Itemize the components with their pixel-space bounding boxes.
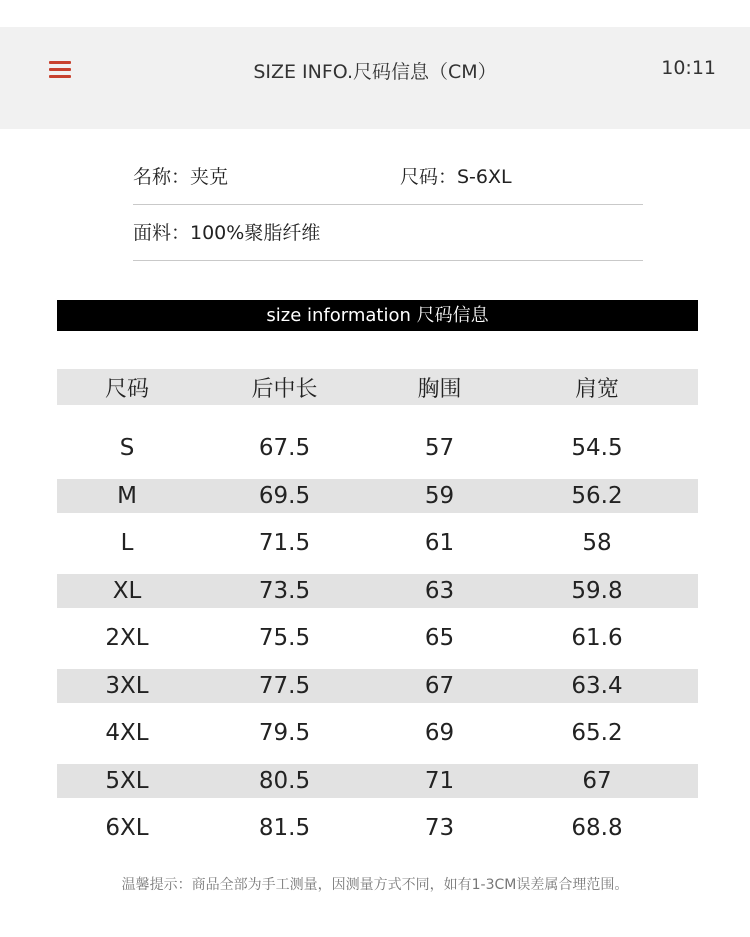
table-row — [57, 669, 698, 703]
size-cell: XL — [112, 578, 142, 604]
chest-cell: 57 — [424, 435, 455, 461]
table-row — [57, 621, 698, 655]
size-table — [57, 369, 698, 841]
table-row — [57, 574, 698, 608]
divider — [133, 260, 643, 261]
length-cell: 67.5 — [258, 435, 311, 461]
page-title: SIZE INFO.尺码信息（CM） — [253, 61, 497, 83]
product-name: 名称：夹克 — [133, 166, 229, 188]
length-cell: 69.5 — [258, 483, 311, 509]
chest-cell: 67 — [424, 673, 455, 699]
chest-cell: 71 — [424, 768, 455, 794]
column-header: 后中长 — [251, 376, 318, 402]
table-row — [57, 431, 698, 465]
clock-time: 10:11 — [661, 57, 716, 79]
shoulder-cell: 56.2 — [571, 483, 623, 509]
table-row — [57, 526, 698, 560]
divider — [133, 204, 643, 205]
shoulder-cell: 61.6 — [571, 625, 623, 651]
size-cell: 3XL — [105, 673, 149, 699]
length-cell: 79.5 — [258, 720, 311, 746]
chest-cell: 69 — [424, 720, 455, 746]
column-header: 肩宽 — [574, 376, 619, 402]
size-cell: 5XL — [105, 768, 149, 794]
chest-cell: 65 — [424, 625, 455, 651]
app-header — [0, 27, 750, 129]
size-cell: 2XL — [105, 625, 149, 651]
length-cell: 81.5 — [258, 815, 311, 841]
column-header: 尺码 — [104, 376, 149, 402]
table-row — [57, 716, 698, 750]
measurement-note: 温馨提示：商品全部为手工测量，因测量方式不同，如有1-3CM误差属合理范围。 — [121, 877, 629, 893]
table-row — [57, 479, 698, 513]
shoulder-cell: 59.8 — [571, 578, 623, 604]
size-cell: 4XL — [105, 720, 149, 746]
shoulder-cell: 68.8 — [571, 815, 623, 841]
shoulder-cell: 63.4 — [571, 673, 623, 699]
length-cell: 75.5 — [258, 625, 311, 651]
chest-cell: 63 — [424, 578, 455, 604]
size-cell: 6XL — [105, 815, 149, 841]
product-fabric: 面料：100%聚脂纤维 — [133, 222, 321, 244]
shoulder-cell: 67 — [582, 768, 612, 794]
size-cell: M — [117, 483, 137, 509]
table-header — [57, 369, 698, 405]
size-cell: L — [120, 530, 134, 556]
chest-cell: 61 — [424, 530, 455, 556]
product-size-range: 尺码：S-6XL — [400, 166, 512, 188]
shoulder-cell: 54.5 — [571, 435, 623, 461]
length-cell: 77.5 — [258, 673, 311, 699]
column-header: 胸围 — [417, 376, 462, 402]
shoulder-cell: 58 — [582, 530, 612, 556]
shoulder-cell: 65.2 — [571, 720, 623, 746]
chest-cell: 59 — [424, 483, 455, 509]
length-cell: 71.5 — [258, 530, 311, 556]
size-cell: S — [119, 435, 135, 461]
length-cell: 80.5 — [258, 768, 311, 794]
chest-cell: 73 — [424, 815, 455, 841]
table-row — [57, 764, 698, 798]
table-row — [57, 811, 698, 845]
size-banner: size information 尺码信息 — [57, 300, 698, 331]
length-cell: 73.5 — [258, 578, 311, 604]
